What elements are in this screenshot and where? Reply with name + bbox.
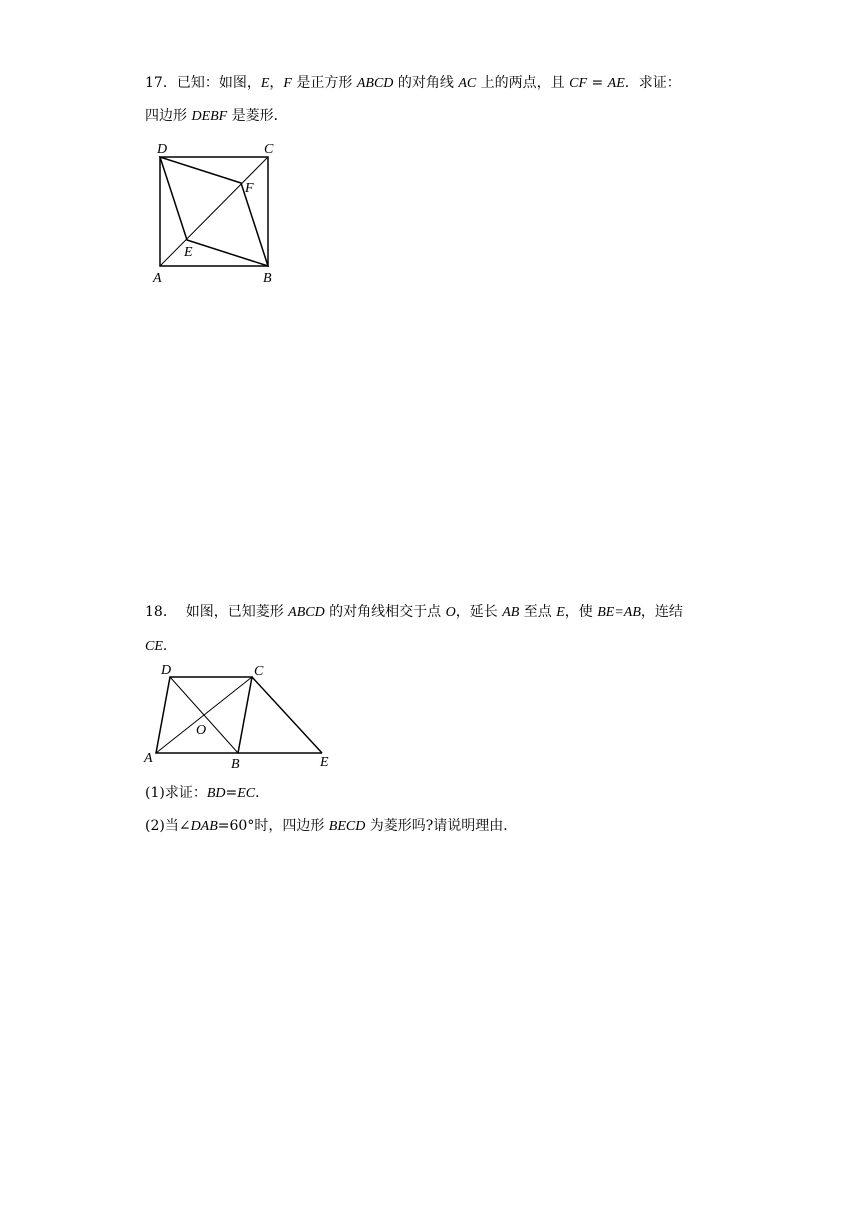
label-e: E <box>320 755 329 770</box>
math-symbol: ABCD <box>356 76 394 91</box>
label-d: D <box>157 142 168 157</box>
q18-statement-line2 <box>145 636 177 657</box>
label-c: C <box>264 142 274 157</box>
math-symbol: AB <box>502 605 520 620</box>
math-symbol: CF <box>569 76 588 91</box>
text-run: 的对角线 <box>393 75 459 91</box>
text-run: = <box>225 785 238 801</box>
q18-part1 <box>145 783 269 804</box>
q17-statement-line1 <box>145 73 681 94</box>
text-run: 四边形 <box>145 108 192 124</box>
text-run: 是菱形． <box>227 108 288 124</box>
segment-ce <box>252 677 322 753</box>
q17-figure-square-abcd <box>145 138 285 288</box>
text-run: ． <box>255 785 270 801</box>
math-symbol: E <box>260 76 270 91</box>
text-run: 上的两点，且 <box>476 75 570 91</box>
text-run: 是正方形 <box>291 75 357 91</box>
q18-figure-rhombus-abcd <box>140 658 340 776</box>
label-f: F <box>245 181 254 196</box>
label-c: C <box>254 664 264 679</box>
text-run: ．求证： <box>624 75 681 91</box>
math-symbol: ABCD <box>288 605 325 620</box>
text-run: 至点 <box>519 604 557 620</box>
text-run: ，延长 <box>455 604 503 620</box>
text-run: ，连结 <box>640 604 683 620</box>
text-run: 的对角线相交于点 <box>324 604 446 620</box>
text-run: 为菱形吗?请说明理由． <box>365 818 518 834</box>
math-symbol: F <box>283 76 292 91</box>
math-symbol: BD <box>206 786 226 801</box>
label-a: A <box>144 751 153 766</box>
text-run: ． <box>162 638 177 654</box>
math-symbol: DAB <box>190 819 218 834</box>
label-e: E <box>184 245 193 260</box>
text-run: = <box>587 75 608 91</box>
math-symbol: BE=AB <box>597 605 641 620</box>
text-run: ， <box>269 75 284 91</box>
q18-statement-line1 <box>145 602 683 623</box>
q17-statement-line2 <box>145 106 288 127</box>
diagonal-bd <box>170 677 238 753</box>
math-symbol: AE <box>607 76 625 91</box>
label-d: D <box>161 663 172 678</box>
math-symbol: EC <box>237 786 256 801</box>
text-run: ，使 <box>564 604 598 620</box>
q18-part2 <box>145 816 517 837</box>
diagonal-ac <box>160 157 268 266</box>
math-symbol: DEBF <box>191 109 228 124</box>
math-symbol: E <box>556 605 565 620</box>
text-run: 18． 如图，已知菱形 <box>145 604 289 620</box>
label-o: O <box>196 723 207 738</box>
text-run: (1)求证： <box>145 785 207 801</box>
text-run: =60°时，四边形 <box>217 818 329 834</box>
math-symbol: AC <box>458 76 477 91</box>
text-run: 17．已知：如图， <box>145 75 261 91</box>
text-run: (2)当∠ <box>145 818 191 834</box>
label-b: B <box>231 757 240 772</box>
math-symbol: CE <box>145 639 163 654</box>
math-symbol: O <box>445 605 456 620</box>
label-b: B <box>263 271 272 286</box>
label-a: A <box>153 271 162 286</box>
math-symbol: BECD <box>328 819 366 834</box>
